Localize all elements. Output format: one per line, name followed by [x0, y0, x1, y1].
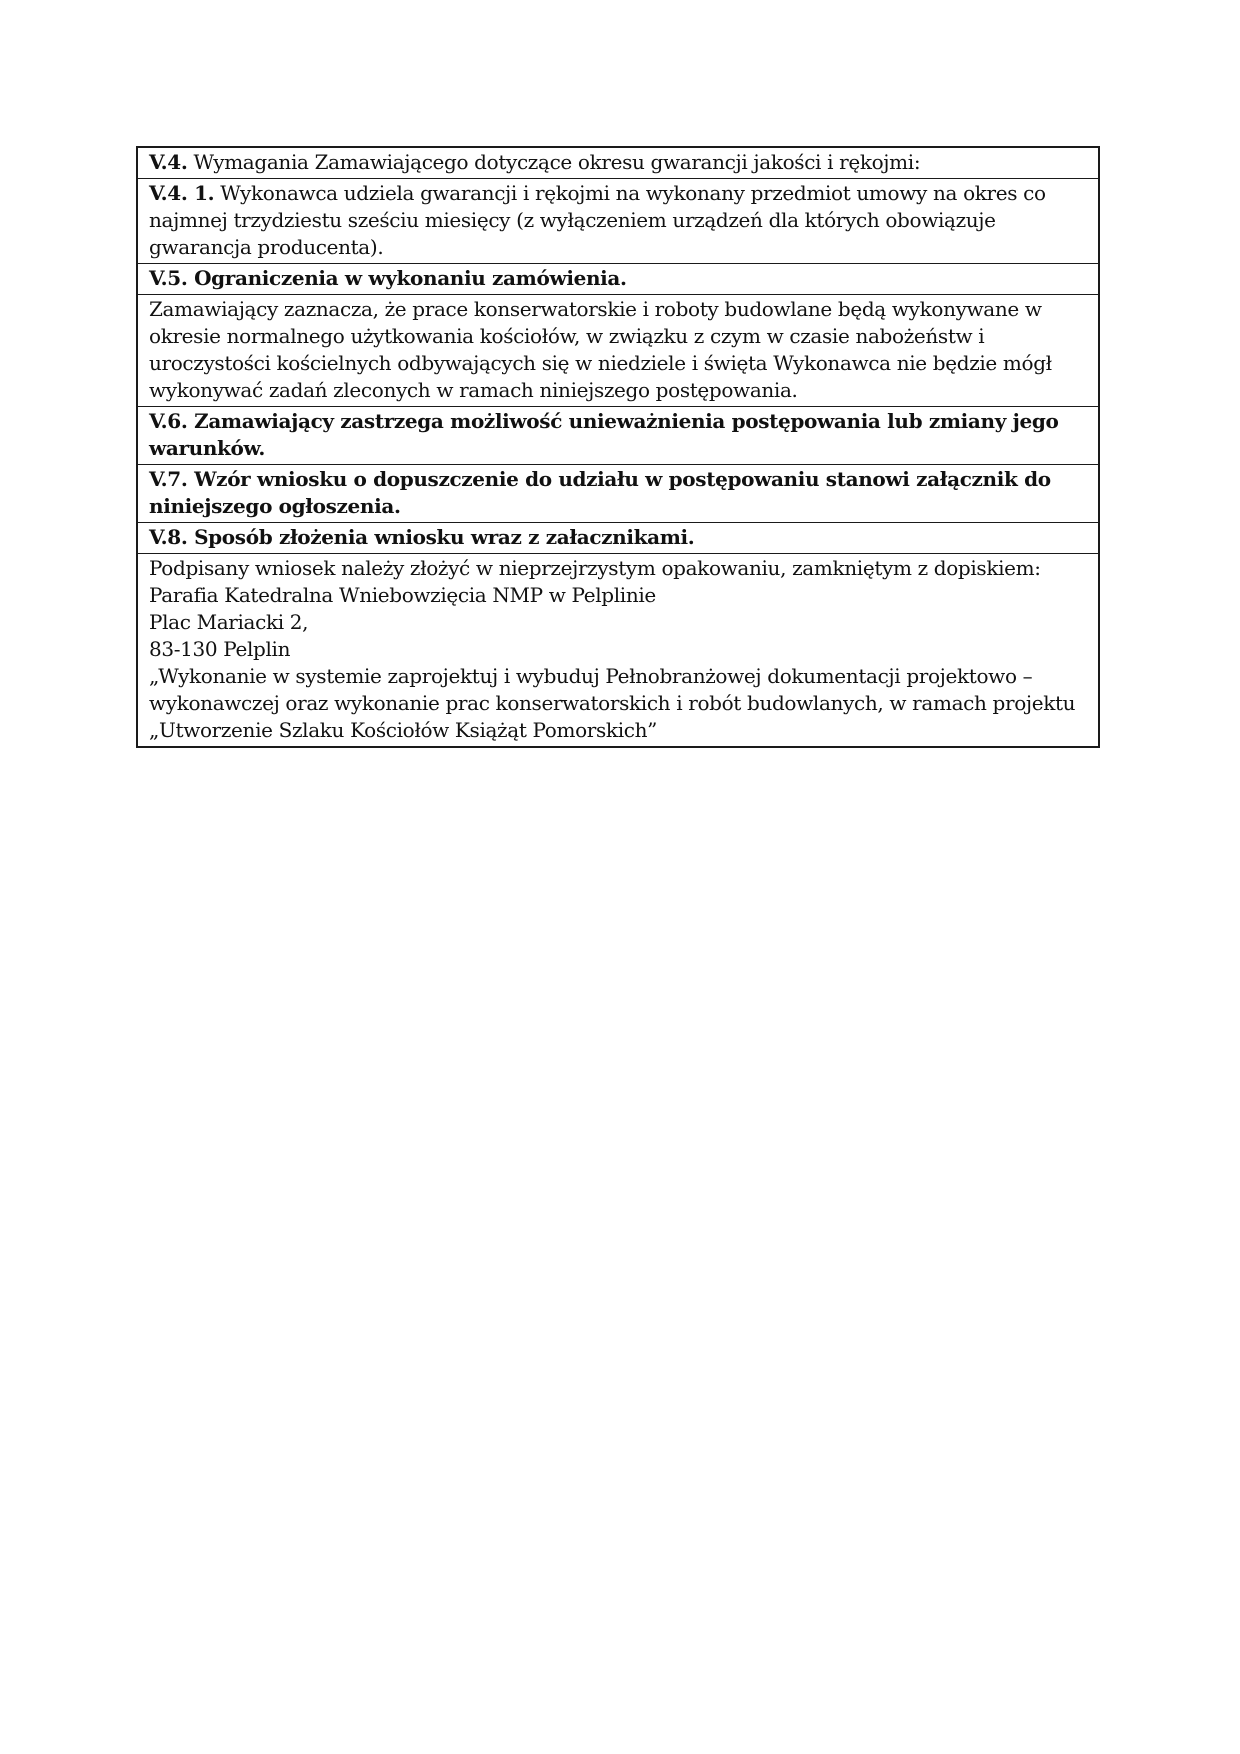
requirements-table — [136, 146, 1100, 748]
section-v5-body-row — [138, 294, 1098, 406]
section-v6-line-1: V.6. Zamawiający zastrzega możliwość unieważnienia postępowania lub zmiany jego — [149, 409, 1059, 433]
section-v8-line-7: „Utworzenie Szlaku Kościołów Książąt Pomorskich” — [149, 718, 658, 742]
section-v5-line-4: wykonywać zadań zleconych w ramach niniejszego postępowania. — [149, 378, 798, 402]
section-v4-1-line-1 — [149, 180, 1088, 207]
section-v4-1-row — [138, 178, 1098, 263]
section-v8-line-3: Plac Mariacki 2, — [149, 610, 309, 634]
section-v8-line-6: wykonawczej oraz wykonanie prac konserwatorskich i robót budowlanych, w ramach projektu — [149, 691, 1076, 715]
section-v6-row — [138, 406, 1098, 464]
section-v7-row — [138, 464, 1098, 522]
section-v4-line — [149, 149, 1088, 176]
section-v8-body-row — [138, 553, 1098, 746]
section-v8-line-2: Parafia Katedralna Wniebowzięcia NMP w Pelplinie — [149, 583, 656, 607]
section-v5-line-2: okresie normalnego użytkowania kościołów, w związku z czym w czasie nabożeństw i — [149, 324, 985, 348]
section-v4-label: V.4. — [149, 150, 188, 174]
section-v4-1-text: Wykonawca udziela gwarancji i rękojmi na wykonany przedmiot umowy na okres co — [214, 181, 1046, 205]
section-v8-line-5: „Wykonanie w systemie zaprojektuj i wybuduj Pełnobranżowej dokumentacji projektowo – — [149, 664, 1033, 688]
section-v5-heading: V.5. Ograniczenia w wykonaniu zamówienia. — [149, 266, 627, 290]
section-v4-1-label: V.4. 1. — [149, 181, 215, 205]
section-v8-heading: V.8. Sposób złożenia wniosku wraz z załacznikami. — [149, 525, 695, 549]
section-v5-line-1: Zamawiający zaznacza, że prace konserwatorskie i roboty budowlane będą wykonywane w — [149, 297, 1042, 321]
section-v4-1-line-3: gwarancja producenta). — [149, 235, 384, 259]
section-v7-line-1: V.7. Wzór wniosku o dopuszczenie do udziału w postępowaniu stanowi załącznik do — [149, 467, 1051, 491]
section-v7-line-2: niniejszego ogłoszenia. — [149, 494, 401, 518]
section-v4-1-line-2: najmnej trzydziestu sześciu miesięcy (z wyłączeniem urządzeń dla których obowiązuje — [149, 208, 996, 232]
section-v5-heading-row — [138, 263, 1098, 294]
section-v8-line-4: 83-130 Pelplin — [149, 637, 291, 661]
section-v5-line-3: uroczystości kościelnych odbywających się w niedziele i święta Wykonawca nie będzie mógł — [149, 351, 1052, 375]
section-v4-row — [138, 148, 1098, 178]
section-v4-text: Wymagania Zamawiającego dotyczące okresu gwarancji jakości i rękojmi: — [187, 150, 921, 174]
section-v8-heading-row — [138, 522, 1098, 553]
section-v6-line-2: warunków. — [149, 436, 266, 460]
section-v8-line-1: Podpisany wniosek należy złożyć w nieprzejrzystym opakowaniu, zamkniętym z dopiskiem: — [149, 556, 1041, 580]
